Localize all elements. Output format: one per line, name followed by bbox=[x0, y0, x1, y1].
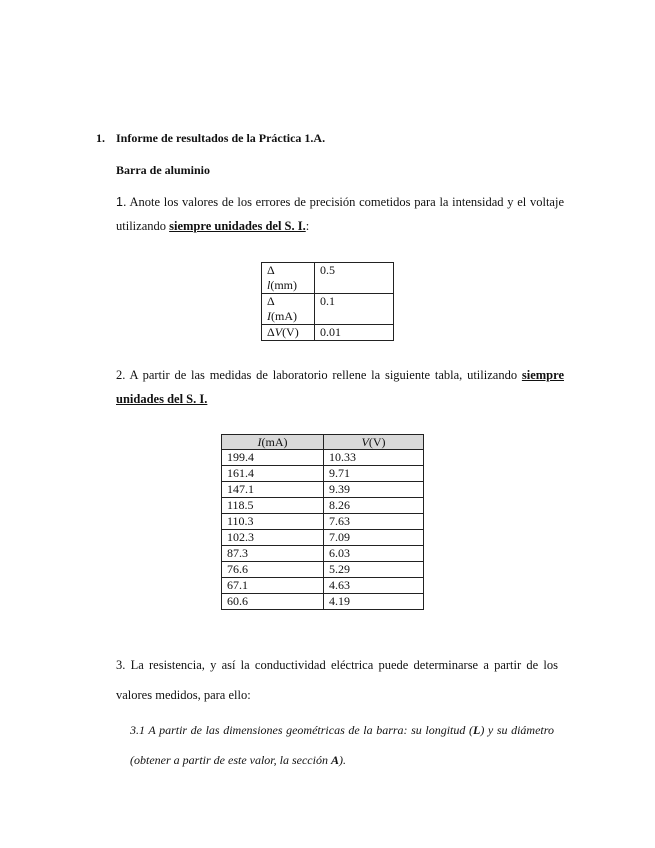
current-cell: 67.1 bbox=[222, 578, 324, 594]
error-unit: (mm) bbox=[270, 278, 298, 292]
subheading: Barra de aluminio bbox=[116, 163, 211, 177]
voltage-cell: 4.19 bbox=[324, 594, 424, 610]
item-2-paragraph bbox=[116, 363, 564, 411]
voltage-cell: 5.29 bbox=[324, 562, 424, 578]
measurement-table-header-row bbox=[222, 435, 424, 450]
delta-symbol: Δ bbox=[267, 325, 275, 339]
error-value-cell: 0.5 bbox=[315, 263, 394, 294]
current-cell: 118.5 bbox=[222, 498, 324, 514]
error-unit: (V) bbox=[282, 325, 299, 339]
error-table-body bbox=[262, 263, 394, 341]
error-table-row bbox=[262, 325, 394, 341]
measurement-table-row bbox=[222, 498, 424, 514]
item-3-1-part2: ) y su diámetro (obtener a partir de este valor, la sección bbox=[130, 723, 554, 767]
section-title: Informe de resultados de la Práctica 1.A. bbox=[116, 131, 326, 145]
item-3-1-length-symbol: L bbox=[472, 723, 481, 737]
measurement-table-row bbox=[222, 594, 424, 610]
item-3-1-area-symbol: A bbox=[330, 753, 339, 767]
current-cell: 102.3 bbox=[222, 530, 324, 546]
item-2-emphasis: siempre unidades del S. I. bbox=[116, 368, 564, 406]
voltage-cell: 7.63 bbox=[324, 514, 424, 530]
measurement-table-row bbox=[222, 482, 424, 498]
delta-symbol: Δ bbox=[267, 263, 275, 277]
error-label-cell bbox=[262, 294, 315, 325]
error-unit: (mA) bbox=[271, 309, 297, 323]
item-1-end: : bbox=[305, 219, 310, 233]
section-heading bbox=[96, 131, 325, 146]
error-variable: I bbox=[267, 309, 271, 323]
measurement-table-row bbox=[222, 466, 424, 482]
current-cell: 60.6 bbox=[222, 594, 324, 610]
current-cell: 199.4 bbox=[222, 450, 324, 466]
measurement-table bbox=[221, 434, 424, 610]
current-cell: 161.4 bbox=[222, 466, 324, 482]
measurement-table-body bbox=[222, 450, 424, 610]
current-cell: 87.3 bbox=[222, 546, 324, 562]
item-3-text: 3. La resistencia, y así la conductividad eléctrica puede determinarse a partir de los valores medidos, para ello: bbox=[116, 658, 558, 702]
delta-symbol: Δ bbox=[267, 294, 275, 308]
item-3-1-part3: ). bbox=[338, 753, 346, 767]
measurement-table-row bbox=[222, 514, 424, 530]
error-value-cell: 0.01 bbox=[315, 325, 394, 341]
error-variable: V bbox=[274, 325, 283, 339]
error-table bbox=[261, 262, 394, 341]
voltage-cell: 4.63 bbox=[324, 578, 424, 594]
item-1-number: 1. bbox=[116, 195, 127, 209]
error-value-cell: 0.1 bbox=[315, 294, 394, 325]
measurement-table-row bbox=[222, 562, 424, 578]
current-cell: 147.1 bbox=[222, 482, 324, 498]
measurement-table-row bbox=[222, 530, 424, 546]
measurement-table-row bbox=[222, 546, 424, 562]
error-label-cell bbox=[262, 263, 315, 294]
item-3-1-paragraph bbox=[130, 715, 554, 775]
item-1-text: Anote los valores de los errores de precisión cometidos para la intensidad y el voltaje utilizando bbox=[116, 195, 564, 233]
voltage-cell: 10.33 bbox=[324, 450, 424, 466]
item-3-1-part1: 3.1 A partir de las dimensiones geométricas de la barra: su longitud ( bbox=[130, 723, 473, 737]
error-table-row bbox=[262, 294, 394, 325]
error-table-row bbox=[262, 263, 394, 294]
item-3-paragraph bbox=[116, 650, 558, 710]
voltage-cell: 8.26 bbox=[324, 498, 424, 514]
voltage-cell: 6.03 bbox=[324, 546, 424, 562]
item-1-paragraph bbox=[116, 190, 564, 238]
measurement-table-row bbox=[222, 578, 424, 594]
measurement-table-row bbox=[222, 450, 424, 466]
header-current: I(mA) bbox=[222, 435, 324, 450]
error-variable: l bbox=[267, 278, 271, 292]
item-2-text: 2. A partir de las medidas de laboratorio rellene la siguiente tabla, utilizando bbox=[116, 368, 522, 382]
voltage-cell: 9.39 bbox=[324, 482, 424, 498]
voltage-cell: 7.09 bbox=[324, 530, 424, 546]
current-cell: 76.6 bbox=[222, 562, 324, 578]
current-cell: 110.3 bbox=[222, 514, 324, 530]
item-1-emphasis: siempre unidades del S. I. bbox=[169, 219, 306, 233]
error-label-cell bbox=[262, 325, 315, 341]
header-voltage: V(V) bbox=[324, 435, 424, 450]
section-number: 1. bbox=[96, 131, 105, 145]
voltage-cell: 9.71 bbox=[324, 466, 424, 482]
